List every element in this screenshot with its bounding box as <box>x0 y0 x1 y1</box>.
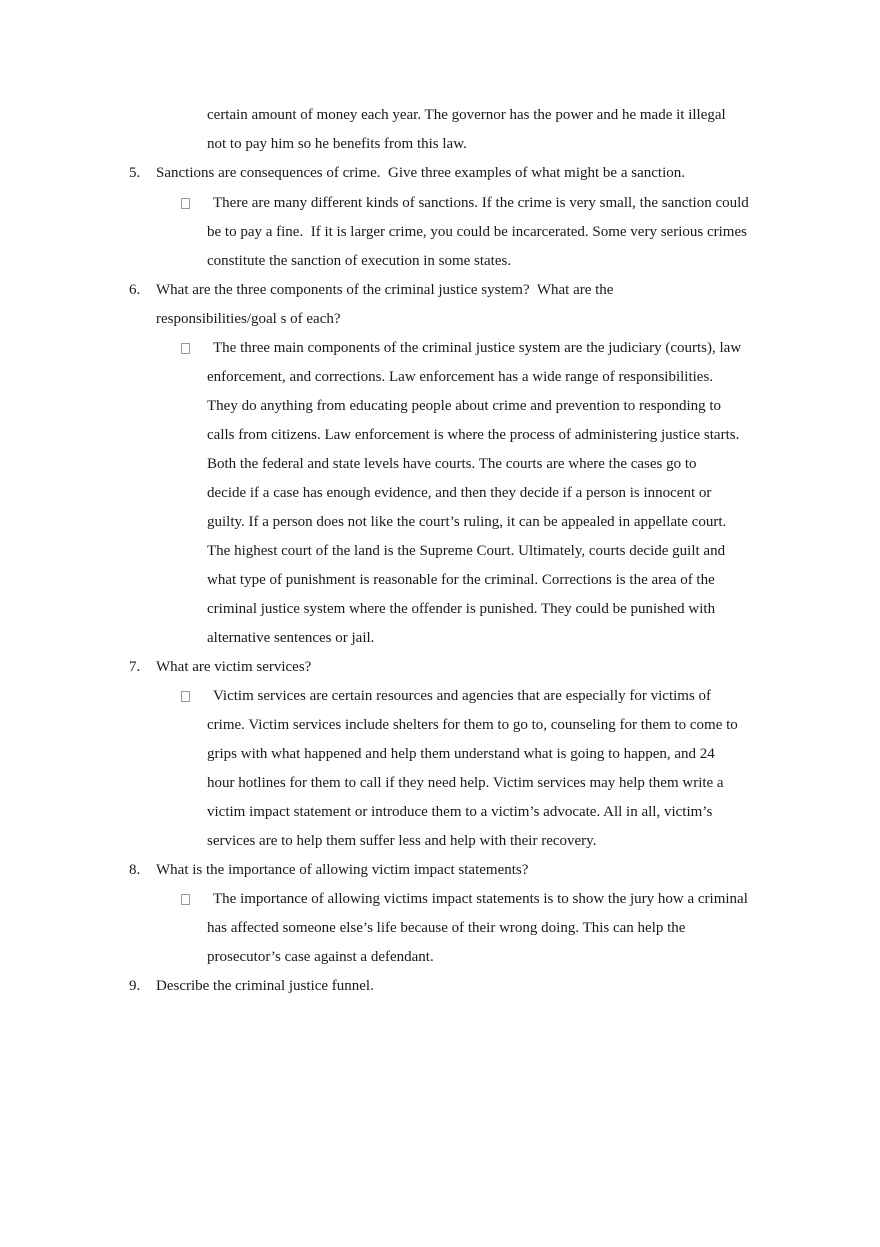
answer-line: They do anything from educating people about crime and prevention to responding to <box>207 398 722 414</box>
bullet-box-icon <box>181 198 190 209</box>
question-text: Sanctions are consequences of crime. Give three examples of what might be a sanction. <box>156 165 685 181</box>
question-text: Describe the criminal justice funnel. <box>156 978 374 994</box>
continuation-line: certain amount of money each year. The governor has the power and he made it illegal <box>207 107 726 123</box>
answer-line: The three main components of the criminal justice system are the judiciary (courts), law <box>213 340 742 356</box>
answer-line: victim impact statement or introduce them to a victim’s advocate. All in all, victim’s <box>207 804 713 820</box>
item-number: 7. <box>129 659 141 675</box>
item-number: 8. <box>129 862 141 878</box>
answer-line: guilty. If a person does not like the court’s ruling, it can be appealed in appellate court. <box>207 514 727 530</box>
answer-line: what type of punishment is reasonable for the criminal. Corrections is the area of the <box>207 572 715 588</box>
answer-line: be to pay a fine. If it is larger crime, you could be incarcerated. Some very serious crimes <box>207 224 747 240</box>
answer-line: alternative sentences or jail. <box>207 630 375 646</box>
item-number: 6. <box>129 282 141 298</box>
answer-line: calls from citizens. Law enforcement is where the process of administering justice starts. <box>207 427 740 443</box>
bullet-box-icon <box>181 343 190 354</box>
question-text: responsibilities/goal s of each? <box>156 311 341 327</box>
answer-line: grips with what happened and help them understand what is going to happen, and 24 <box>207 746 715 762</box>
bullet-box-icon <box>181 894 190 905</box>
answer-line: constitute the sanction of execution in some states. <box>207 253 512 269</box>
answer-line: There are many different kinds of sanctions. If the crime is very small, the sanction could <box>213 195 749 211</box>
answer-line: Both the federal and state levels have courts. The courts are where the cases go to <box>207 456 697 472</box>
answer-line: has affected someone else’s life because of their wrong doing. This can help the <box>207 920 686 936</box>
item-number: 9. <box>129 978 141 994</box>
answer-line: Victim services are certain resources and agencies that are especially for victims of <box>213 688 712 704</box>
answer-line: enforcement, and corrections. Law enforcement has a wide range of responsibilities. <box>207 369 714 385</box>
answer-line: decide if a case has enough evidence, and then they decide if a person is innocent or <box>207 485 712 501</box>
question-text: What are victim services? <box>156 659 312 675</box>
answer-line: The highest court of the land is the Supreme Court. Ultimately, courts decide guilt and <box>207 543 726 559</box>
answer-line: The importance of allowing victims impact statements is to show the jury how a criminal <box>213 891 748 907</box>
question-text: What is the importance of allowing victim impact statements? <box>156 862 529 878</box>
answer-line: criminal justice system where the offender is punished. They could be punished with <box>207 601 716 617</box>
answer-line: crime. Victim services include shelters for them to go to, counseling for them to come to <box>207 717 738 733</box>
answer-line: hour hotlines for them to call if they need help. Victim services may help them write a <box>207 775 724 791</box>
bullet-box-icon <box>181 691 190 702</box>
item-number: 5. <box>129 165 141 181</box>
continuation-line: not to pay him so he benefits from this law. <box>207 136 467 152</box>
question-text: What are the three components of the criminal justice system? What are the <box>156 282 614 298</box>
answer-line: services are to help them suffer less and help with their recovery. <box>207 833 597 849</box>
answer-line: prosecutor’s case against a defendant. <box>207 949 434 965</box>
